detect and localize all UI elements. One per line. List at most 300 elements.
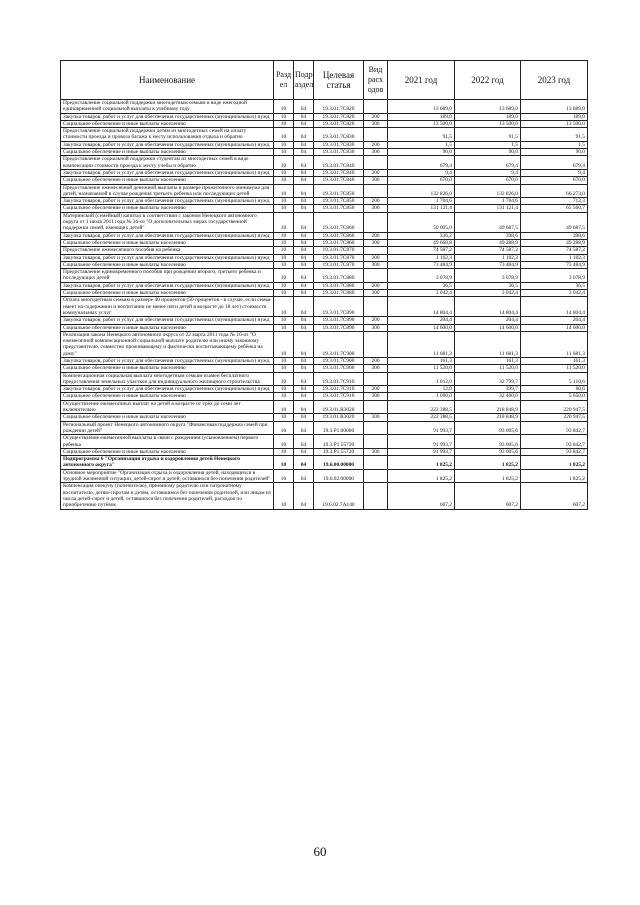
row-section: 10	[274, 393, 294, 400]
table-row	[61, 372, 588, 386]
row-expense-type	[364, 156, 388, 170]
row-name: Материнский (семейный) капитал в соответствии с законом Ненецкого автономного округа от 1 июля 2011 года № 36-оз "О дополнительных мерах государственной поддержки семей, имеющих детей"	[61, 212, 274, 232]
row-target: 19.3.01.7С890	[314, 324, 364, 331]
row-name: Социальное обеспечение и иные выплаты населению	[61, 365, 274, 372]
row-value-2022: 161,3	[455, 357, 521, 364]
row-value-2023: 220 947,5	[521, 414, 588, 421]
row-expense-type: 300	[364, 239, 388, 246]
row-subsection: 04	[294, 254, 314, 261]
row-value-2021: 3 078,9	[388, 269, 455, 283]
row-value-2022: 36,5	[455, 282, 521, 289]
table-row	[61, 421, 588, 435]
row-value-2023: 49 288,9	[521, 239, 588, 246]
row-value-2022: 73 484,9	[455, 261, 521, 268]
row-target: 19.3.01.7С830	[314, 149, 364, 156]
table-row	[61, 128, 588, 142]
row-value-2023: 14 804,4	[521, 297, 588, 317]
row-expense-type: 200	[364, 357, 388, 364]
row-subsection: 04	[294, 372, 314, 386]
row-value-2021: 679,4	[388, 156, 455, 170]
row-section: 10	[274, 177, 294, 184]
row-section: 10	[274, 290, 294, 297]
row-value-2021: 14 600,0	[388, 324, 455, 331]
row-expense-type: 300	[364, 324, 388, 331]
row-expense-type: 300	[364, 177, 388, 184]
row-name: Социальное обеспечение и иные выплаты населению	[61, 239, 274, 246]
row-value-2021: 222 388,5	[388, 400, 455, 414]
row-subsection: 04	[294, 120, 314, 127]
row-section: 10	[274, 100, 294, 114]
row-value-2021: 1 012,0	[388, 372, 455, 386]
table-row	[61, 120, 588, 127]
row-value-2023: 90,0	[521, 149, 588, 156]
row-value-2022: 13 689,0	[455, 100, 521, 114]
row-expense-type: 300	[364, 120, 388, 127]
row-value-2021: 91,5	[388, 128, 455, 142]
row-subsection: 04	[294, 414, 314, 421]
row-target: 19.3.01.7С850	[314, 198, 364, 205]
row-value-2023: 1 102,3	[521, 254, 588, 261]
row-subsection: 04	[294, 128, 314, 142]
table-row	[61, 290, 588, 297]
row-subsection: 04	[294, 261, 314, 268]
row-subsection: 04	[294, 247, 314, 254]
row-target: 19.3.01.7С840	[314, 177, 364, 184]
row-expense-type: 200	[364, 198, 388, 205]
row-value-2023: 220 947,5	[521, 400, 588, 414]
row-target: 19.3.01.7С900	[314, 331, 364, 357]
row-subsection: 04	[294, 113, 314, 120]
row-value-2021: 670,0	[388, 177, 455, 184]
row-name: Основное мероприятие "Организация отдыха и оздоровления детей, находящихся в трудной жизненной ситуации, детей-сирот и детей, оставшихся без попечения родителей"	[61, 469, 274, 483]
row-subsection: 04	[294, 448, 314, 455]
row-value-2022: 607,2	[455, 483, 521, 509]
row-expense-type: 300	[364, 205, 388, 212]
row-name: Закупка товаров, работ и услуг для обеспечения государственных (муниципальных) нужд	[61, 386, 274, 393]
row-section: 10	[274, 435, 294, 449]
row-target: 19.6.00.00000	[314, 456, 364, 470]
table-row	[61, 141, 588, 148]
table-row	[61, 169, 588, 176]
row-name: Социальное обеспечение и иные выплаты населению	[61, 393, 274, 400]
row-value-2023: 93 842,7	[521, 448, 588, 455]
row-subsection: 04	[294, 212, 314, 232]
budget-table-page	[60, 60, 587, 510]
table-row	[61, 149, 588, 156]
row-section: 10	[274, 421, 294, 435]
row-value-2021: 1 000,0	[388, 393, 455, 400]
row-target: 19.3.01.R3020	[314, 400, 364, 414]
row-expense-type: 300	[364, 393, 388, 400]
row-value-2023: 5 050,0	[521, 393, 588, 400]
row-value-2023: 712,3	[521, 198, 588, 205]
row-value-2022: 11 681,3	[455, 331, 521, 357]
row-section: 10	[274, 128, 294, 142]
row-name: Социальное обеспечение и иные выплаты населению	[61, 324, 274, 331]
row-value-2022: 13 500,0	[455, 120, 521, 127]
row-value-2021: 91 993,7	[388, 435, 455, 449]
row-value-2022: 670,0	[455, 177, 521, 184]
row-value-2023: 14 600,0	[521, 324, 588, 331]
row-section: 10	[274, 365, 294, 372]
row-section: 10	[274, 239, 294, 246]
row-value-2021: 36,5	[388, 282, 455, 289]
row-value-2022: 74 587,2	[455, 247, 521, 254]
row-value-2022: 1,5	[455, 141, 521, 148]
row-target: 19.3.01.7С890	[314, 297, 364, 317]
row-value-2023: 73 484,9	[521, 261, 588, 268]
row-target: 19.3.01.7С860	[314, 212, 364, 232]
row-section: 10	[274, 331, 294, 357]
row-subsection: 04	[294, 239, 314, 246]
row-subsection: 04	[294, 421, 314, 435]
row-value-2023: 93 842,7	[521, 421, 588, 435]
row-expense-type	[364, 212, 388, 232]
table-row	[61, 261, 588, 268]
row-section: 10	[274, 357, 294, 364]
row-value-2023: 74 587,2	[521, 247, 588, 254]
row-expense-type	[364, 247, 388, 254]
row-value-2022: 1 825,2	[455, 469, 521, 483]
table-row	[61, 184, 588, 198]
row-value-2023: 49 687,5	[521, 212, 588, 232]
row-expense-type: 300	[364, 448, 388, 455]
row-expense-type: 200	[364, 317, 388, 324]
row-subsection: 04	[294, 177, 314, 184]
row-value-2022: 91,5	[455, 128, 521, 142]
table-row	[61, 247, 588, 254]
row-value-2023: 60,6	[521, 386, 588, 393]
row-value-2023: 11 520,0	[521, 365, 588, 372]
row-expense-type: 200	[364, 232, 388, 239]
row-target: 19.3.01.7С830	[314, 128, 364, 142]
row-expense-type	[364, 128, 388, 142]
row-name: Закупка товаров, работ и услуг для обеспечения государственных (муниципальных) нужд	[61, 113, 274, 120]
row-section: 10	[274, 483, 294, 509]
row-value-2021: 1 825,2	[388, 456, 455, 470]
row-value-2021: 73 484,9	[388, 261, 455, 268]
row-name: Предоставление социальной поддержки многодетным семьям в виде ежегодной единовременной социальной выплаты к учебному году	[61, 100, 274, 114]
row-subsection: 04	[294, 205, 314, 212]
row-value-2021: 49 668,8	[388, 239, 455, 246]
row-expense-type	[364, 331, 388, 357]
row-target: 19.3.01.7С850	[314, 184, 364, 198]
row-section: 10	[274, 386, 294, 393]
row-value-2022: 49 288,9	[455, 239, 521, 246]
row-expense-type	[364, 483, 388, 509]
table-row	[61, 297, 588, 317]
row-target: 19.3.01.7С840	[314, 169, 364, 176]
row-value-2022: 1 704,6	[455, 198, 521, 205]
row-value-2022: 218 848,9	[455, 400, 521, 414]
row-subsection: 04	[294, 184, 314, 198]
row-value-2022: 11 520,0	[455, 365, 521, 372]
row-value-2023: 13 500,0	[521, 120, 588, 127]
table-row	[61, 393, 588, 400]
table-row	[61, 435, 588, 449]
row-value-2021: 161,3	[388, 357, 455, 364]
page-number: 60	[313, 844, 327, 859]
row-value-2022: 9,4	[455, 169, 521, 176]
row-value-2022: 189,0	[455, 113, 521, 120]
row-value-2023: 65 560,7	[521, 205, 588, 212]
row-expense-type	[364, 100, 388, 114]
table-row	[61, 386, 588, 393]
row-subsection: 04	[294, 198, 314, 205]
header-2021: 2021 год	[388, 61, 455, 100]
table-row	[61, 365, 588, 372]
row-value-2022: 1 825,2	[455, 456, 521, 470]
row-name: Осуществление ежемесячной выплаты в связи с рождением (усыновлением) первого ребенка	[61, 435, 274, 449]
row-subsection: 04	[294, 297, 314, 317]
table-row	[61, 239, 588, 246]
row-subsection: 04	[294, 483, 314, 509]
row-value-2021: 14 804,4	[388, 297, 455, 317]
row-target: 19.3.01.7С910	[314, 393, 364, 400]
row-value-2021: 90,0	[388, 149, 455, 156]
table-row	[61, 177, 588, 184]
row-section: 10	[274, 324, 294, 331]
row-subsection: 04	[294, 149, 314, 156]
row-value-2022: 132 826,0	[455, 184, 521, 198]
row-value-2022: 93 005,6	[455, 421, 521, 435]
row-value-2023: 189,0	[521, 113, 588, 120]
table-row	[61, 282, 588, 289]
table-row	[61, 254, 588, 261]
row-target: 19.3.01.7С910	[314, 372, 364, 386]
row-expense-type: 300	[364, 261, 388, 268]
row-value-2023: 607,2	[521, 483, 588, 509]
row-expense-type	[364, 469, 388, 483]
row-value-2021: 132 826,0	[388, 184, 455, 198]
row-section: 10	[274, 156, 294, 170]
row-value-2021: 336,2	[388, 232, 455, 239]
row-value-2021: 1 704,6	[388, 198, 455, 205]
row-name: Закупка товаров, работ и услуг для обеспечения государственных (муниципальных) нужд	[61, 357, 274, 364]
table-row	[61, 448, 588, 455]
row-section: 10	[274, 205, 294, 212]
row-subsection: 04	[294, 290, 314, 297]
row-section: 10	[274, 184, 294, 198]
row-expense-type: 300	[364, 365, 388, 372]
row-name: Компенсационная социальная выплата многодетным семьям взамен бесплатного предоставления земельных участков для индивидуального жилищного строительства	[61, 372, 274, 386]
row-target: 19.3.01.7С840	[314, 156, 364, 170]
table-row	[61, 324, 588, 331]
row-subsection: 04	[294, 232, 314, 239]
table-row	[61, 232, 588, 239]
row-value-2021: 189,0	[388, 113, 455, 120]
row-value-2022: 131 121,4	[455, 205, 521, 212]
row-section: 10	[274, 169, 294, 176]
row-section: 10	[274, 269, 294, 283]
row-section: 10	[274, 469, 294, 483]
row-section: 10	[274, 247, 294, 254]
row-name: Социальное обеспечение и иные выплаты населению	[61, 448, 274, 455]
row-subsection: 04	[294, 365, 314, 372]
row-name: Закупка товаров, работ и услуг для обеспечения государственных (муниципальных) нужд	[61, 232, 274, 239]
row-value-2023: 161,3	[521, 357, 588, 364]
row-name: Компенсация опекуну (попечителю), приемному родителю или патронатному воспитателю, детям-сиротам и детям, оставшимся без попечения родителей, или лицам из числа детей-сирот и детей, оставшихся без попечения родителей, расходов по приобретению путёвок	[61, 483, 274, 509]
row-name: Оплата многодетным семьям в размере 40 процентов (50 процентов - в случае, если семья имеет на содержании и воспитании не менее пяти детей в возрасте до 18 лет) стоимости коммунальных услуг	[61, 297, 274, 317]
row-name: Социальное обеспечение и иные выплаты населению	[61, 120, 274, 127]
table-row	[61, 212, 588, 232]
row-name: Закупка товаров, работ и услуг для обеспечения государственных (муниципальных) нужд	[61, 198, 274, 205]
table-row	[61, 414, 588, 421]
row-section: 10	[274, 198, 294, 205]
row-section: 10	[274, 261, 294, 268]
row-value-2022: 1 102,3	[455, 254, 521, 261]
table-body	[61, 100, 588, 510]
row-name: Региональный проект Ненецкого автономного округа "Финансовая поддержка семей при рождении детей"	[61, 421, 274, 435]
row-name: Закупка товаров, работ и услуг для обеспечения государственных (муниципальных) нужд	[61, 254, 274, 261]
row-target: 19.3.01.7С820	[314, 113, 364, 120]
row-value-2021: 11 520,0	[388, 365, 455, 372]
row-name: Социальное обеспечение и иные выплаты населению	[61, 290, 274, 297]
row-value-2022: 204,4	[455, 317, 521, 324]
row-target: 19.6.02.7А140	[314, 483, 364, 509]
row-value-2021: 91 993,7	[388, 448, 455, 455]
row-expense-type: 300	[364, 149, 388, 156]
row-name: Закупка товаров, работ и услуг для обеспечения государственных (муниципальных) нужд	[61, 141, 274, 148]
header-name: Наименование	[61, 61, 274, 100]
row-target: 19.3.01.7С870	[314, 254, 364, 261]
row-target: 19.3.01.7С820	[314, 120, 364, 127]
row-value-2022: 3 078,9	[455, 269, 521, 283]
row-subsection: 04	[294, 324, 314, 331]
row-section: 10	[274, 212, 294, 232]
table-row	[61, 269, 588, 283]
row-name: Подпрограмма 6 "Организация отдыха и оздоровления детей Ненецкого автономного округа"	[61, 456, 274, 470]
row-target: 19.3.01.7С820	[314, 100, 364, 114]
row-section: 10	[274, 149, 294, 156]
row-subsection: 04	[294, 282, 314, 289]
row-expense-type: 200	[364, 386, 388, 393]
row-name: Закупка товаров, работ и услуг для обеспечения государственных (муниципальных) нужд	[61, 282, 274, 289]
row-value-2022: 49 687,5	[455, 212, 521, 232]
row-value-2023: 36,5	[521, 282, 588, 289]
row-value-2022: 399,7	[455, 386, 521, 393]
row-name: Закупка товаров, работ и услуг для обеспечения государственных (муниципальных) нужд	[61, 317, 274, 324]
row-value-2023: 204,4	[521, 317, 588, 324]
row-expense-type	[364, 456, 388, 470]
row-section: 10	[274, 372, 294, 386]
row-value-2023: 1 825,2	[521, 469, 588, 483]
table-row	[61, 113, 588, 120]
row-target: 19.3.01.7С850	[314, 205, 364, 212]
row-expense-type	[364, 184, 388, 198]
row-name: Социальное обеспечение и иные выплаты населению	[61, 149, 274, 156]
row-value-2022: 14 804,4	[455, 297, 521, 317]
row-expense-type	[364, 435, 388, 449]
row-name: Предоставление ежемесячного пособия на ребенка	[61, 247, 274, 254]
row-target: 19.3.01.7С890	[314, 317, 364, 324]
row-value-2021: 204,4	[388, 317, 455, 324]
row-expense-type: 200	[364, 169, 388, 176]
row-value-2023: 66 273,0	[521, 184, 588, 198]
row-target: 19.3.P1.55730	[314, 448, 364, 455]
row-name: Социальное обеспечение и иные выплаты населению	[61, 414, 274, 421]
row-value-2021: 1 102,3	[388, 254, 455, 261]
row-expense-type	[364, 421, 388, 435]
row-section: 10	[274, 282, 294, 289]
row-value-2022: 93 005,6	[455, 435, 521, 449]
row-target: 19.3.01.R3020	[314, 414, 364, 421]
row-target: 19.3.01.7С880	[314, 282, 364, 289]
row-section: 10	[274, 414, 294, 421]
header-target: Целевая статья	[314, 61, 364, 100]
row-section: 10	[274, 254, 294, 261]
row-expense-type	[364, 372, 388, 386]
row-value-2021: 607,2	[388, 483, 455, 509]
row-name: Социальное обеспечение и иные выплаты населению	[61, 261, 274, 268]
header-2022: 2022 год	[455, 61, 521, 100]
row-value-2021: 1,5	[388, 141, 455, 148]
row-expense-type: 300	[364, 414, 388, 421]
row-value-2021: 74 587,2	[388, 247, 455, 254]
row-target: 19.3.01.7С900	[314, 357, 364, 364]
row-section: 10	[274, 400, 294, 414]
row-name: Реализация закона Ненецкого автономного округа от 22 марта 2011 года № 10-оз "О ежемесячной компенсационной социальной выплате родителю или иному законному представителю, совместно проживающему и фактически воспитывающему ребёнка на дому"	[61, 331, 274, 357]
row-subsection: 04	[294, 456, 314, 470]
table-row	[61, 469, 588, 483]
row-value-2023: 91,5	[521, 128, 588, 142]
table-row	[61, 100, 588, 114]
budget-table	[60, 60, 588, 510]
row-value-2021: 222 388,5	[388, 414, 455, 421]
row-value-2021: 1 825,2	[388, 469, 455, 483]
header-expense-type: Вид расх одов	[364, 61, 388, 100]
table-row	[61, 198, 588, 205]
row-value-2023: 1,5	[521, 141, 588, 148]
header-section: Разд ел	[274, 61, 294, 100]
row-expense-type	[364, 269, 388, 283]
row-section: 10	[274, 456, 294, 470]
row-target: 19.3.01.7С860	[314, 232, 364, 239]
row-target: 19.3.01.7С870	[314, 261, 364, 268]
row-target: 19.3.01.7С830	[314, 141, 364, 148]
row-value-2023: 1 825,2	[521, 456, 588, 470]
row-target: 19.3.01.7С870	[314, 247, 364, 254]
row-target: 19.3.P1.55730	[314, 435, 364, 449]
row-name: Социальное обеспечение и иные выплаты населению	[61, 177, 274, 184]
row-target: 19.3.01.7С860	[314, 239, 364, 246]
row-value-2021: 91 993,7	[388, 421, 455, 435]
row-target: 19.3.P1.00000	[314, 421, 364, 435]
row-section: 10	[274, 232, 294, 239]
row-target: 19.3.01.7С880	[314, 269, 364, 283]
row-target: 19.3.01.7С900	[314, 365, 364, 372]
table-row	[61, 357, 588, 364]
row-expense-type	[364, 297, 388, 317]
row-value-2023: 9,4	[521, 169, 588, 176]
row-expense-type: 300	[364, 290, 388, 297]
row-target: 19.6.02.00000	[314, 469, 364, 483]
table-row	[61, 456, 588, 470]
row-value-2023: 13 689,0	[521, 100, 588, 114]
table-row	[61, 483, 588, 509]
row-value-2022: 3 042,4	[455, 290, 521, 297]
table-row	[61, 317, 588, 324]
row-subsection: 04	[294, 469, 314, 483]
row-value-2022: 218 848,9	[455, 414, 521, 421]
row-value-2023: 398,6	[521, 232, 588, 239]
row-value-2022: 93 005,6	[455, 448, 521, 455]
row-expense-type: 200	[364, 282, 388, 289]
row-value-2023: 5 110,6	[521, 372, 588, 386]
row-expense-type: 200	[364, 113, 388, 120]
row-subsection: 04	[294, 269, 314, 283]
row-expense-type	[364, 400, 388, 414]
